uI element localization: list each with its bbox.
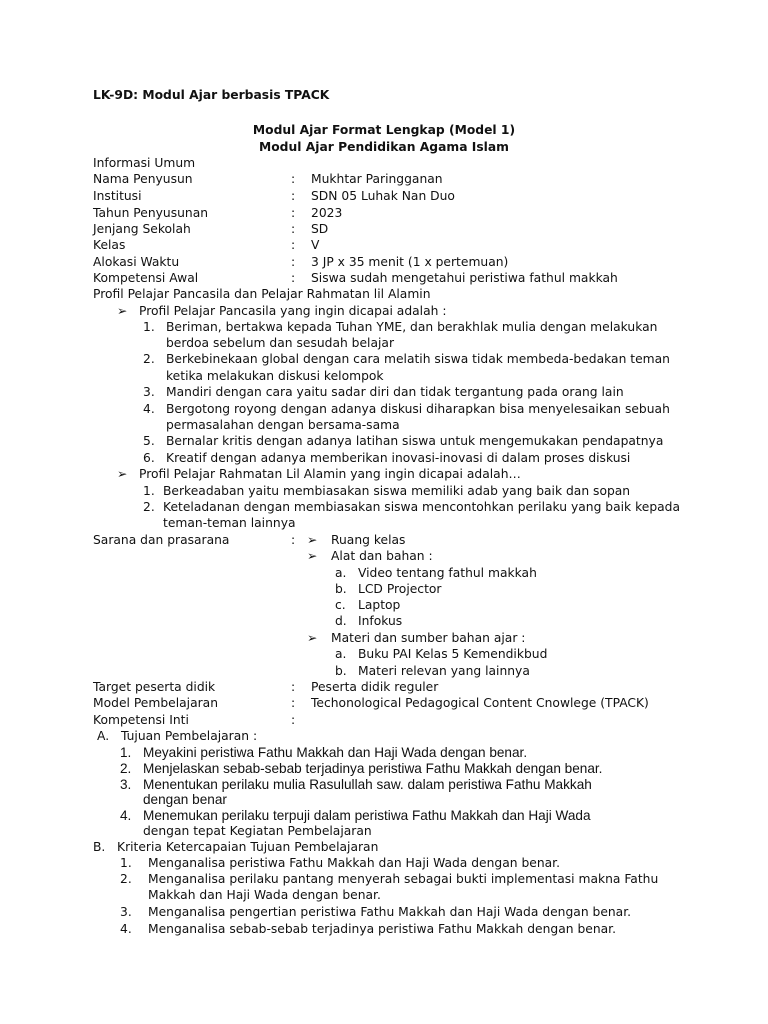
list-item: Video tentang fathul makkah — [358, 566, 537, 580]
list-item: Materi relevan yang lainnya — [358, 664, 530, 678]
profil-heading: Profil Pelajar Pancasila dan Pelajar Rahmatan lil Alamin — [93, 287, 431, 301]
info-colon: : — [291, 172, 296, 186]
info-value: Siswa sudah mengetahui peristiwa fathul makkah — [311, 271, 618, 285]
list-item: Bergotong royong dengan adanya diskusi diharapkan bisa menyelesaikan sebuah — [166, 402, 670, 416]
list-number: 4. — [143, 402, 155, 416]
kriteria-title: Kriteria Ketercapaian Tujuan Pembelajaran — [117, 840, 379, 854]
list-letter: b. — [335, 582, 347, 596]
list-item: Bernalar kritis dengan adanya latihan siswa untuk mengemukakan pendapatnya — [166, 434, 664, 448]
list-item-continued: dengan tepat Kegiatan Pembelajaran — [143, 824, 372, 838]
info-value: SD — [311, 222, 329, 236]
list-item: Menganalisa peristiwa Fathu Makkah dan Haji Wada dengan benar. — [148, 856, 560, 870]
list-number: 2. — [120, 872, 132, 886]
sarana-alat-title: Alat dan bahan : — [331, 549, 433, 563]
arrow-bullet-icon: ➢ — [307, 631, 318, 645]
info-colon: : — [291, 713, 296, 727]
list-item: Mandiri dengan cara yaitu sadar diri dan tidak tergantung pada orang lain — [166, 385, 624, 399]
list-item-continued: berdoa sebelum dan sesudah belajar — [166, 336, 395, 350]
section-number: A. — [97, 729, 110, 743]
info-label: Kelas — [93, 238, 126, 252]
list-item-continued: permasalahan dengan bersama-sama — [166, 418, 400, 432]
info-value: Techonological Pedagogical Content Cnowlege (TPACK) — [311, 696, 649, 710]
list-number: 6. — [143, 451, 155, 465]
list-item-continued: ketika melakukan diskusi kelompok — [166, 369, 384, 383]
list-item: Menjelaskan sebab-sebab terjadinya peristiwa Fathu Makkah dengan benar. — [143, 761, 603, 776]
list-item-continued: dengan benar — [143, 792, 227, 807]
info-label: Tahun Penyusunan — [93, 206, 209, 220]
info-colon: : — [291, 696, 296, 710]
list-item: Menentukan perilaku mulia Rasulullah saw. dalam peristiwa Fathu Makkah — [143, 777, 592, 792]
list-letter: a. — [335, 647, 347, 661]
list-item: Menganalisa pengertian peristiwa Fathu Makkah dan Haji Wada dengan benar. — [148, 905, 632, 919]
list-number: 1. — [120, 856, 132, 870]
document-title: Modul Ajar Format Lengkap (Model 1) — [252, 123, 516, 137]
sarana-materi-title: Materi dan sumber bahan ajar : — [331, 631, 526, 645]
list-letter: a. — [335, 566, 347, 580]
info-label: Jenjang Sekolah — [93, 222, 191, 236]
list-number: 5. — [143, 434, 155, 448]
lk-title: LK-9D: Modul Ajar berbasis TPACK — [93, 88, 330, 102]
info-label: Institusi — [93, 189, 142, 203]
list-item: Berkeadaban yaitu membiasakan siswa memiliki adab yang baik dan sopan — [163, 484, 631, 498]
arrow-bullet-icon: ➢ — [117, 467, 128, 481]
list-item: Berkebinekaan global dengan cara melatih siswa tidak membeda-bedakan teman — [166, 352, 670, 366]
info-label: Kompetensi Awal — [93, 271, 199, 285]
arrow-bullet-icon: ➢ — [117, 304, 128, 318]
list-item: Meyakini peristiwa Fathu Makkah dan Haji Wada dengan benar. — [143, 745, 528, 760]
list-number: 1. — [143, 484, 155, 498]
list-item: Infokus — [358, 614, 403, 628]
list-item: LCD Projector — [358, 582, 442, 596]
list-number: 4. — [120, 808, 132, 823]
list-item: Buku PAI Kelas 5 Kemendikbud — [358, 647, 548, 661]
list-number: 1. — [120, 745, 132, 760]
list-item-continued: teman-teman lainnya — [163, 516, 296, 530]
section-informasi-umum: Informasi Umum — [93, 156, 196, 170]
info-label: Alokasi Waktu — [93, 255, 180, 269]
sarana-label: Sarana dan prasarana — [93, 533, 230, 547]
info-value: Mukhtar Paringganan — [311, 172, 443, 186]
info-colon: : — [291, 271, 296, 285]
document-subtitle: Modul Ajar Pendidikan Agama Islam — [259, 140, 509, 154]
list-number: 4. — [120, 922, 132, 936]
list-item: Keteladanan dengan membiasakan siswa mencontohkan perilaku yang baik kepada — [163, 500, 681, 514]
list-number: 2. — [143, 352, 155, 366]
list-letter: b. — [335, 664, 347, 678]
list-letter: d. — [335, 614, 347, 628]
list-number: 3. — [143, 385, 155, 399]
info-value: V — [311, 238, 320, 252]
list-item: Kreatif dengan adanya memberikan inovasi-inovasi di dalam proses diskusi — [166, 451, 631, 465]
list-number: 3. — [120, 777, 132, 792]
info-value: 2023 — [311, 206, 343, 220]
list-item: Menganalisa perilaku pantang menyerah sebagai bukti implementasi makna Fathu — [148, 872, 659, 886]
arrow-bullet-icon: ➢ — [307, 533, 318, 547]
section-number: B. — [93, 840, 106, 854]
arrow-bullet-icon: ➢ — [307, 549, 318, 563]
list-number: 2. — [120, 761, 132, 776]
info-label: Target peserta didik — [93, 680, 216, 694]
sarana-ruang: Ruang kelas — [331, 533, 406, 547]
info-colon: : — [291, 222, 296, 236]
list-number: 2. — [143, 500, 155, 514]
list-number: 1. — [143, 320, 155, 334]
info-colon: : — [291, 533, 296, 547]
info-colon: : — [291, 238, 296, 252]
info-label: Kompetensi Inti — [93, 713, 189, 727]
info-colon: : — [291, 206, 296, 220]
list-item: Laptop — [358, 598, 401, 612]
list-number: 3. — [120, 905, 132, 919]
info-value: SDN 05 Luhak Nan Duo — [311, 189, 455, 203]
info-label: Nama Penyusun — [93, 172, 193, 186]
list-item: Beriman, bertakwa kepada Tuhan YME, dan berakhlak mulia dengan melakukan — [166, 320, 658, 334]
info-value: Peserta didik reguler — [311, 680, 439, 694]
profil-pancasila-title: Profil Pelajar Pancasila yang ingin dicapai adalah : — [139, 304, 447, 318]
tujuan-title: Tujuan Pembelajaran : — [121, 729, 258, 743]
profil-rahmatan-title: Profil Pelajar Rahmatan Lil Alamin yang ingin dicapai adalah… — [139, 467, 521, 481]
info-colon: : — [291, 680, 296, 694]
info-colon: : — [291, 189, 296, 203]
list-item: Menganalisa sebab-sebab terjadinya peristiwa Fathu Makkah dengan benar. — [148, 922, 616, 936]
info-value: 3 JP x 35 menit (1 x pertemuan) — [311, 255, 509, 269]
info-label: Model Pembelajaran — [93, 696, 219, 710]
list-item: Menemukan perilaku terpuji dalam peristiwa Fathu Makkah dan Haji Wada — [143, 808, 591, 823]
info-colon: : — [291, 255, 296, 269]
list-item-continued: Makkah dan Haji Wada dengan benar. — [148, 888, 381, 902]
list-letter: c. — [335, 598, 346, 612]
